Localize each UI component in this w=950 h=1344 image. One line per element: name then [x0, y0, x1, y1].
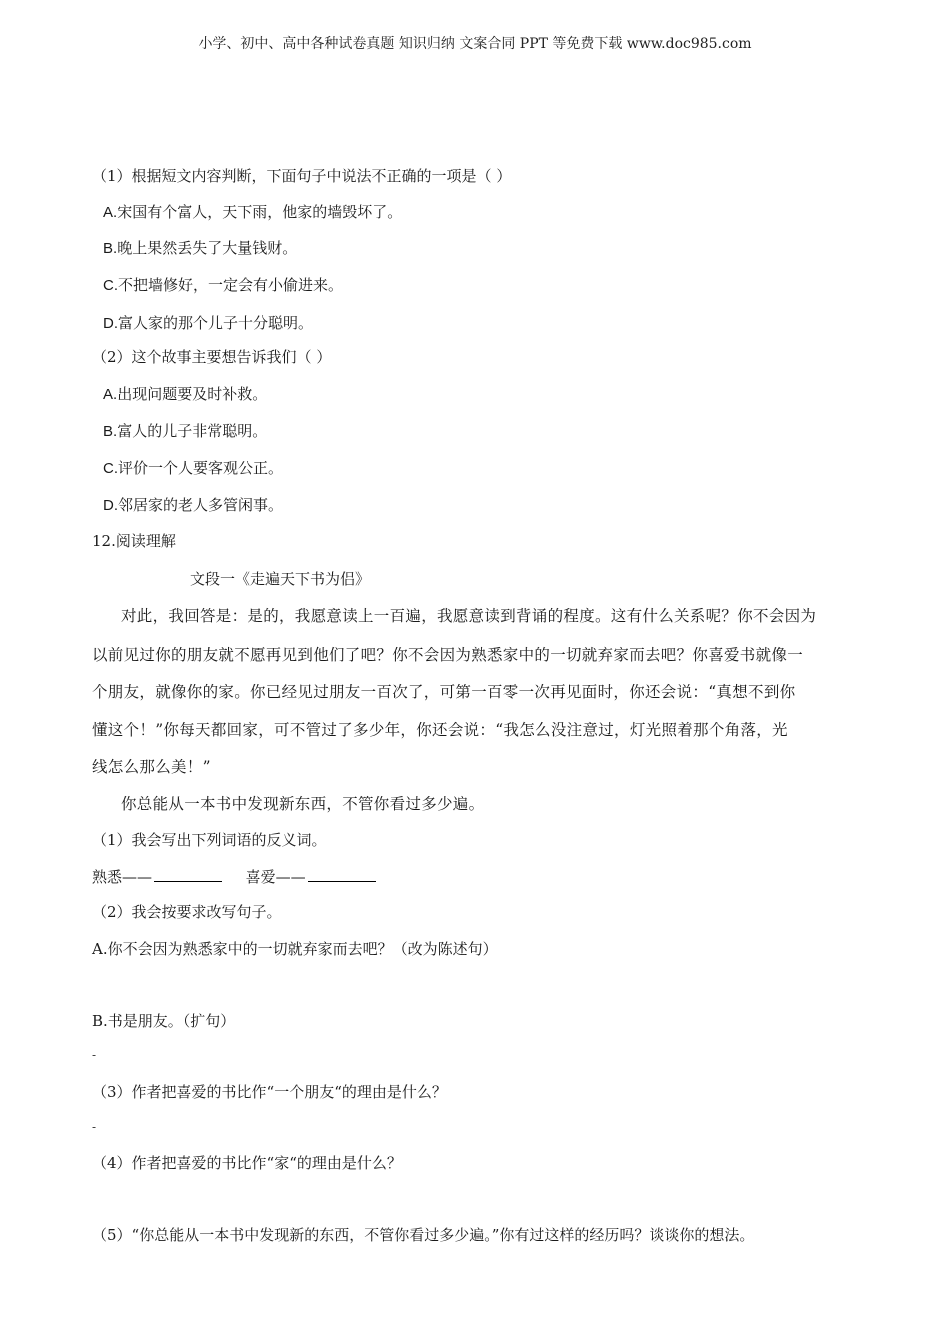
antonym-1-blank[interactable]	[154, 867, 222, 882]
q11-sub2-stem: （2）这个故事主要想告诉我们（ ）	[92, 348, 332, 366]
passage-line: 懂这个！”你每天都回家，可不管过了多少年，你还会说：“我怎么没注意过，灯光照着那个角落，光	[92, 721, 788, 739]
q12-sub2: （2）我会按要求改写句子。	[92, 903, 282, 921]
passage-title: 文段一《走遍天下书为侣》	[190, 570, 371, 588]
passage-line: 个朋友，就像你的家。你已经见过朋友一百次了，可第一百零一次再见面时，你还会说：“真想不到你	[92, 683, 796, 701]
option-text: 宋国有个富人，天下雨，他家的墙毁坏了。	[117, 203, 403, 221]
option-letter: C.	[103, 277, 118, 294]
q11-sub1-stem: （1）根据短文内容判断，下面句子中说法不正确的一项是（ ）	[92, 167, 512, 185]
option-letter: A.	[103, 204, 118, 221]
q11-sub1-option-b[interactable]	[103, 237, 297, 258]
antonym-2-blank[interactable]	[308, 867, 376, 882]
option-letter: A.	[103, 386, 118, 403]
q11-sub2-option-b[interactable]	[103, 420, 267, 441]
q12-sub3: （3）作者把喜爱的书比作“一个朋友“的理由是什么？	[92, 1083, 447, 1101]
option-letter: B.	[103, 423, 118, 440]
option-letter: D.	[103, 497, 118, 514]
antonym-row	[92, 866, 376, 887]
answer-line-marker: -	[92, 1048, 97, 1062]
q11-sub1-option-a[interactable]	[103, 201, 402, 222]
q11-sub2-option-d[interactable]	[103, 494, 283, 515]
antonym-1-label: 熟悉——	[92, 868, 153, 886]
rewrite-a: A.你不会因为熟悉家中的一切就弃家而去吧？（改为陈述句）	[92, 940, 498, 958]
option-text: 不把墙修好，一定会有小偷进来。	[118, 276, 344, 294]
q12-sub1: （1）我会写出下列词语的反义词。	[92, 831, 327, 849]
antonym-2-label: 喜爱——	[245, 868, 306, 886]
q11-sub2-option-a[interactable]	[103, 383, 267, 404]
passage-line: 以前见过你的朋友就不愿再见到他们了吧？你不会因为熟悉家中的一切就弃家而去吧？你喜爱书就像一	[92, 646, 804, 664]
q11-sub2-option-c[interactable]	[103, 457, 283, 478]
q12-title: 12.阅读理解	[92, 532, 176, 550]
option-text: 出现问题要及时补救。	[117, 385, 268, 403]
passage-line: 线怎么那么美！”	[92, 758, 211, 776]
q11-sub1-option-d[interactable]	[103, 312, 313, 333]
option-letter: B.	[103, 240, 118, 257]
option-letter: C.	[103, 460, 118, 477]
option-text: 富人家的那个儿子十分聪明。	[118, 314, 314, 332]
q11-sub1-option-c[interactable]	[103, 274, 343, 295]
answer-line-marker: -	[92, 1120, 97, 1134]
option-letter: D.	[103, 315, 118, 332]
q12-sub4: （4）作者把喜爱的书比作“家“的理由是什么？	[92, 1154, 402, 1172]
q12-sub5: （5）“你总能从一本书中发现新的东西，不管你看过多少遍。”你有过这样的经历吗？谈谈你的想法。	[92, 1226, 755, 1244]
rewrite-b: B.书是朋友。（扩句）	[92, 1012, 236, 1030]
option-text: 晚上果然丢失了大量钱财。	[117, 239, 298, 257]
page-header: 小学、初中、高中各种试卷真题 知识归纳 文案合同 PPT 等免费下载 www.doc985.com	[198, 36, 752, 52]
passage-line: 对此，我回答是：是的，我愿意读上一百遍，我愿意读到背诵的程度。这有什么关系呢？你不会因为	[121, 607, 817, 625]
option-text: 富人的儿子非常聪明。	[117, 422, 268, 440]
option-text: 邻居家的老人多管闲事。	[118, 496, 284, 514]
passage-end: 你总能从一本书中发现新东西，不管你看过多少遍。	[121, 795, 485, 813]
option-text: 评价一个人要客观公正。	[118, 459, 284, 477]
